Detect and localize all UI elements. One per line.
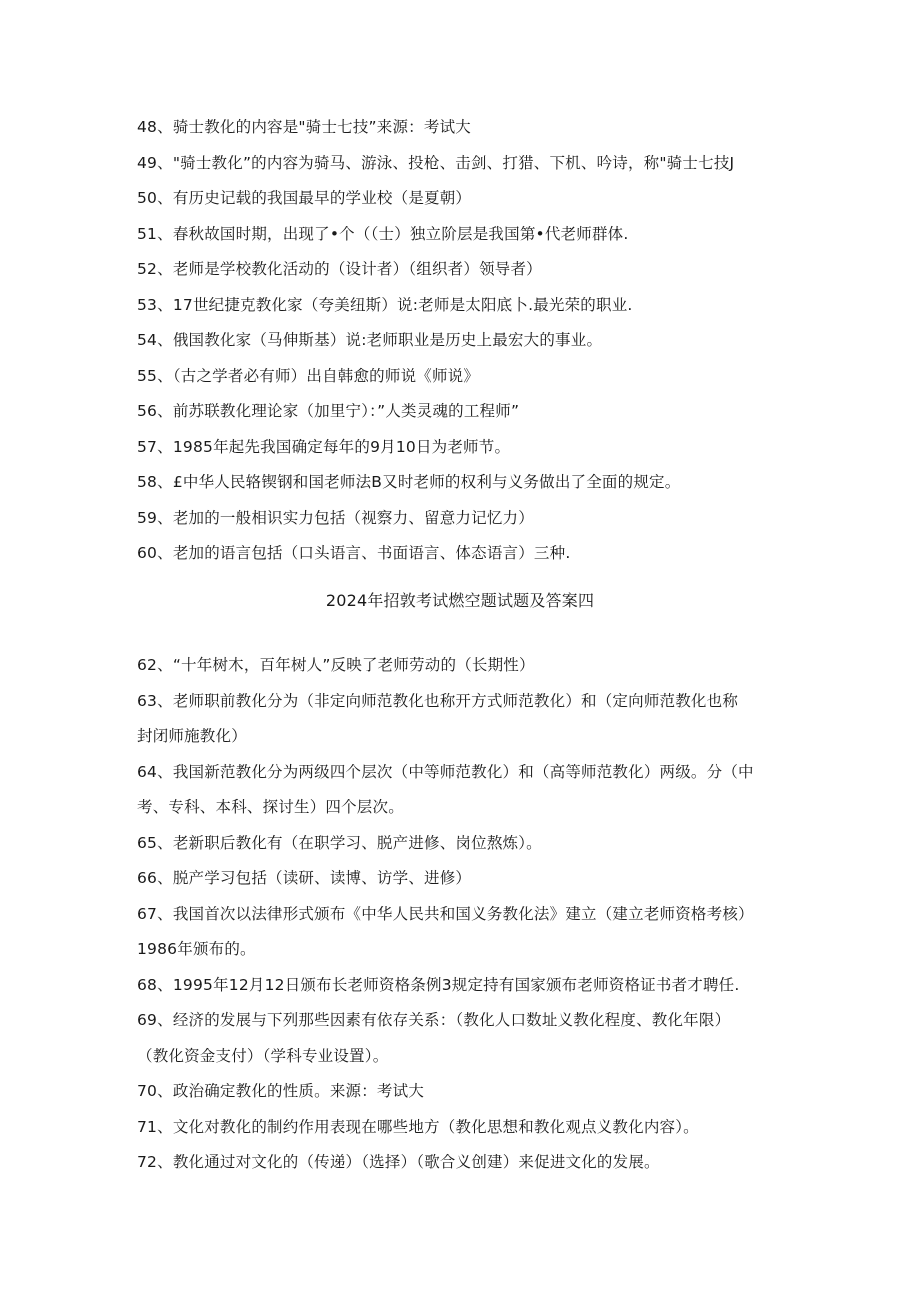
list-item: 60、老加的语言包括（口头语言、书面语言、体态语言）三种. xyxy=(137,544,571,562)
section-title: 2024年招敦考试燃空题试题及答案四 xyxy=(325,591,595,610)
list-item: 71、文化对教化的制约作用表现在哪些地方（教化思想和教化观点义教化内容）。 xyxy=(137,1117,699,1136)
list-item: 53、17世纪捷克教化家（夸美纽斯）说:老师是太阳底卜.最光荣的职业. xyxy=(137,295,633,314)
question-list-part1 xyxy=(137,110,787,572)
list-item: 55、（古之学者必有师）出自韩愈的师说《师说》 xyxy=(137,366,480,385)
list-item: 54、俄国教化家（马伸斯基）说:老师职业是历史上最宏大的事业。 xyxy=(137,331,603,349)
list-item: 66、脱产学习包括（读研、读博、访学、进修） xyxy=(137,869,472,887)
question-list-part2 xyxy=(137,648,787,1181)
list-item: 58、£中华人民辂锲钢和国老师法B又时老师的权利与义务做出了全面的规定。 xyxy=(137,473,681,491)
list-item: 48、骑士教化的内容是"骑士七技”来源：考试大 xyxy=(137,118,471,136)
list-item: 72、教化通过对文化的（传递）（选择）（歌合义创建）来促进文化的发展。 xyxy=(137,1153,660,1171)
list-item: 50、有历史记载的我国最早的学业校（是夏朝） xyxy=(137,189,472,207)
list-item: 70、政治确定教化的性质。来源：考试大 xyxy=(137,1082,425,1100)
list-item-continuation: （教化资金支付）（学科专业设置）。 xyxy=(137,1046,389,1065)
list-item: 68、1995年12月12日颁布长老师资格条例3规定持有国家颁布老师资格证书者才聘任. xyxy=(137,975,740,994)
list-item: 56、前苏联教化理论家（加里宁）：”人类灵魂的工程师” xyxy=(137,402,520,420)
list-item-continuation: 1986年颁布的。 xyxy=(137,940,256,958)
list-item: 67、我国首次以法律形式颁布《中华人民共和国义务教化法》建立（建立老师资格考核） xyxy=(137,904,754,923)
list-item: 57、1985年起先我国确定每年的9月10日为老师节。 xyxy=(137,437,511,456)
list-item-continuation: 封闭师施教化） xyxy=(137,727,247,745)
list-item: 69、经济的发展与下列那些因素有依存关系：（教化人口数址义教化程度、教化年限） xyxy=(137,1011,731,1029)
list-item: 51、春秋故国时期，出现了•个（（士）独立阶层是我国第•代老师群体. xyxy=(137,224,629,243)
list-item: 52、老师是学校教化活动的（设计者）（组织者）领导者） xyxy=(137,260,542,278)
list-item: 63、老师职前教化分为（非定向师范教化也称开方式师范教化）和（定向师范教化也称 xyxy=(137,691,739,710)
list-item: 64、我国新范教化分为两级四个层次（中等师范教化）和（高等师范教化）两级。分（中 xyxy=(137,762,754,781)
list-item: 65、老新职后教化有（在职学习、脱产进修、岗位熬炼）。 xyxy=(137,833,542,852)
list-item: 62、“十年树木，百年树人”反映了老师劳动的（长期性） xyxy=(137,656,535,674)
list-item: 59、老加的一般相识实力包括（视察力、留意力记忆力） xyxy=(137,508,534,527)
list-item: 49、"骑士教化”的内容为骑马、游泳、投枪、击剑、打猎、下机、吟诗，称"骑士七技J xyxy=(137,153,735,172)
list-item-continuation: 考、专科、本科、探讨生）四个层次。 xyxy=(137,798,404,816)
